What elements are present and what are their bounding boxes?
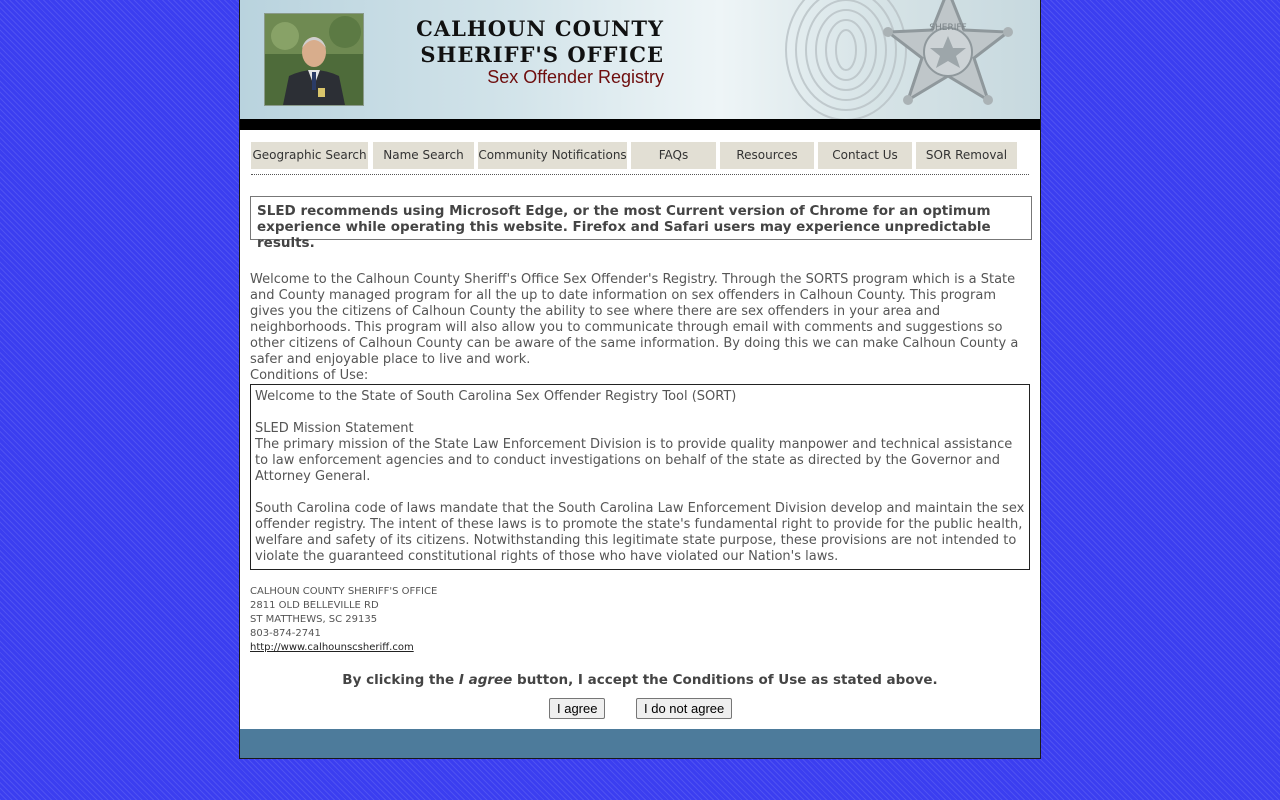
i-do-not-agree-button[interactable]: I do not agree bbox=[636, 698, 732, 719]
website-link[interactable]: http://www.calhounscsheriff.com bbox=[250, 642, 414, 653]
tab-community-notifications[interactable]: Community Notifications bbox=[478, 142, 627, 169]
address-phone: 803-874-2741 bbox=[250, 628, 321, 639]
terms-welcome: Welcome to the State of South Carolina Sex Offender Registry Tool (SORT) bbox=[255, 389, 737, 404]
agreement-statement bbox=[240, 672, 1040, 688]
sheriff-badge-icon bbox=[776, 0, 1040, 119]
tab-contact-us[interactable]: Contact Us bbox=[818, 142, 912, 169]
agreement-prefix: By clicking the bbox=[342, 672, 459, 688]
tab-sor-removal[interactable]: SOR Removal bbox=[916, 142, 1017, 169]
sheriff-photo bbox=[264, 13, 364, 106]
address-name: CALHOUN COUNTY SHERIFF'S OFFICE bbox=[250, 586, 438, 597]
registry-subtitle: Sex Offender Registry bbox=[487, 67, 664, 87]
intro-paragraph: Welcome to the Calhoun County Sheriff's Office Sex Offender's Registry. Through the SORTS program which is a State and County managed program for all the up to date information on sex offenders in Calhoun County. This program gives you the citizens of Calhoun County the ability to see where there are sex offenders in your area and neighborhoods. This program will also allow you to communicate through email with comments and suggestions so other citizens of Calhoun County can be aware of the same information. By doing this we can make Calhoun County a safer and enjoyable place to live and work. bbox=[250, 272, 1019, 367]
tab-faqs[interactable]: FAQs bbox=[631, 142, 716, 169]
i-agree-button[interactable]: I agree bbox=[549, 698, 605, 719]
office-address bbox=[250, 585, 437, 655]
header-divider-bar bbox=[240, 119, 1040, 130]
title-line-2: SHERIFF'S OFFICE bbox=[420, 42, 664, 67]
tab-name-search[interactable]: Name Search bbox=[373, 142, 474, 169]
conditions-of-use-box[interactable] bbox=[250, 384, 1030, 570]
terms-mission-text: The primary mission of the State Law Enforcement Division is to provide quality manpower and technical assistance to law enforcement agencies and to conduct investigations on behalf of the state as directed by the Governor and Attorney General. bbox=[255, 437, 1013, 484]
footer-bar bbox=[240, 729, 1040, 758]
agreement-suffix: button, I accept the Conditions of Use as stated above. bbox=[512, 672, 938, 688]
title-line-1: CALHOUN COUNTY bbox=[416, 16, 664, 41]
address-city: ST MATTHEWS, SC 29135 bbox=[250, 614, 378, 625]
tab-resources[interactable]: Resources bbox=[720, 142, 814, 169]
tab-geographic-search[interactable]: Geographic Search bbox=[251, 142, 368, 169]
address-street: 2811 OLD BELLEVILLE RD bbox=[250, 600, 379, 611]
terms-law-text: South Carolina code of laws mandate that the South Carolina Law Enforcement Division develop and maintain the sex offender registry. The intent of these laws is to promote the state's fundamental right to provide for the public health, welfare and safety of its citizens. Notwithstanding this legitimate state purpose, these provisions are not intended to violate the guaranteed constitutional rights of those who have violated our Nation's laws. bbox=[255, 501, 1025, 564]
terms-mission-heading: SLED Mission Statement bbox=[255, 421, 414, 436]
browser-notice-box bbox=[250, 196, 1032, 251]
conditions-label: Conditions of Use: bbox=[250, 368, 369, 383]
svg-text:SHERIFF: SHERIFF bbox=[929, 23, 967, 33]
page-container bbox=[239, 0, 1041, 759]
main-nav bbox=[251, 142, 1029, 175]
agreement-emphasis: I agree bbox=[458, 672, 513, 688]
header-banner bbox=[240, 0, 1040, 119]
browser-notice-text: SLED recommends using Microsoft Edge, or the most Current version of Chrome for an optimum experience while operating this website. Firefox and Safari users may experience unpredictable results. bbox=[257, 203, 991, 251]
